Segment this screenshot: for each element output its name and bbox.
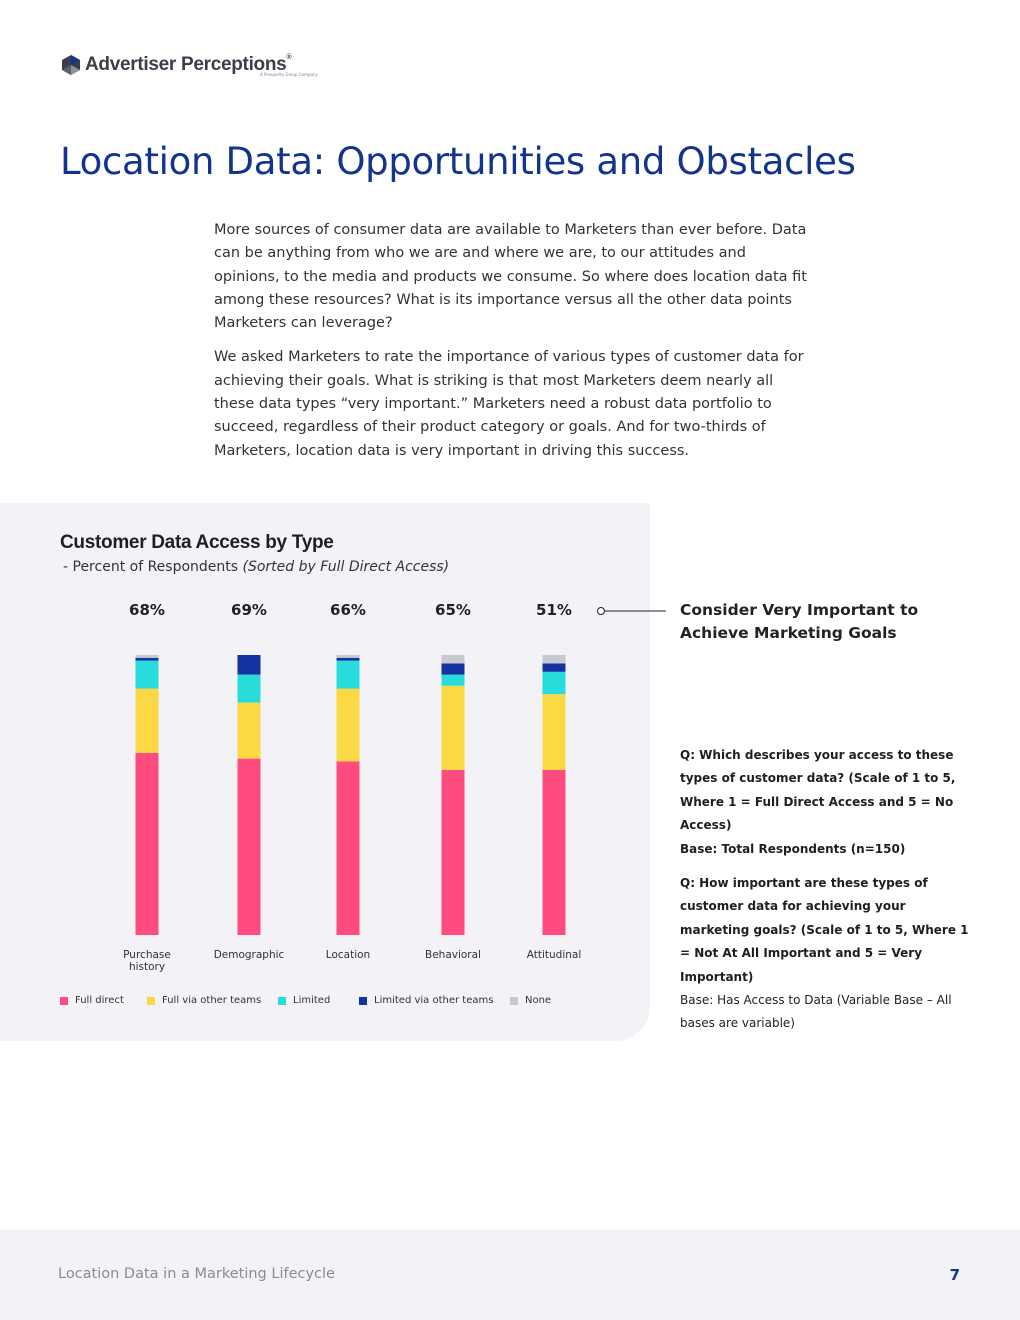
- logo: [60, 54, 318, 77]
- bar-segment-full-via-other-teams: [337, 689, 360, 762]
- base-access: Base: Total Respondents (n=150): [680, 841, 906, 856]
- question-importance: Q: How important are these types of customer data for achieving your marketing goals? (Scale of 1 to 5, Where 1 = Not At All Important and 5 = Very Important): [680, 876, 969, 984]
- callout-text: Consider Very Important to Achieve Marketing Goals: [680, 601, 919, 642]
- legend-label: None: [525, 995, 552, 1006]
- bar-segment-full-via-other-teams: [543, 694, 566, 770]
- legend-swatch: [147, 997, 155, 1005]
- bar-top-label: 51%: [536, 601, 572, 619]
- bar-segment-limited: [238, 675, 261, 703]
- bar-segment-full-via-other-teams: [238, 703, 261, 759]
- legend-item-none: [510, 995, 570, 1006]
- bar-segment-full-direct: [136, 753, 159, 935]
- category-label: Behavioral: [425, 949, 481, 961]
- logo-tagline: A Prosperity Group Company: [260, 72, 318, 77]
- bar-segment-limited: [543, 672, 566, 694]
- bar-segment-none: [337, 655, 360, 658]
- bar-segment-limited: [136, 661, 159, 689]
- category-label: Location: [325, 949, 371, 961]
- legend-label: Full via other teams: [162, 995, 262, 1006]
- legend-swatch: [60, 997, 68, 1005]
- intro-paragraph: More sources of consumer data are available to Marketers than ever before. Data can be anything from who we are and where we are, to our attitudes and opinions, to the media and products we consume. So where does location data fit among these resources? What is its importance versus all the other data points Marketers can leverage?: [214, 222, 807, 332]
- legend-item-full-direct: [60, 995, 147, 1006]
- bar-segment-full-direct: [442, 770, 465, 935]
- footer: [0, 1230, 1020, 1320]
- bar-top-label: 66%: [330, 601, 366, 619]
- category-label: Purchase: [123, 949, 171, 961]
- bar-segment-full-via-other-teams: [136, 689, 159, 753]
- chart-title: Customer Data Access by Type: [60, 532, 334, 553]
- bar-segment-none: [543, 655, 566, 663]
- footer-title: Location Data in a Marketing Lifecycle: [58, 1266, 335, 1282]
- bar-segment-limited-via-other-teams: [136, 658, 159, 661]
- bar-segment-limited-via-other-teams: [543, 663, 566, 671]
- base-importance: Base: Has Access to Data (Variable Base – All bases are variable): [680, 993, 952, 1031]
- bar-top-label: 68%: [129, 601, 165, 619]
- question-access: Q: Which describes your access to these types of customer data? (Scale of 1 to 5, Where 1 = Full Direct Access and 5 = No Access): [680, 748, 956, 833]
- page-title: Location Data: Opportunities and Obstacles: [60, 140, 856, 183]
- bar-segment-full-direct: [337, 761, 360, 935]
- bar-segment-none: [442, 655, 465, 663]
- chart-subtitle: - Percent of Respondents (Sorted by Full Direct Access): [63, 559, 450, 575]
- bar-top-label: 69%: [231, 601, 267, 619]
- legend-swatch: [359, 997, 367, 1005]
- survey-notes: [680, 744, 975, 1036]
- page-number: 7: [949, 1266, 960, 1284]
- legend-swatch: [510, 997, 518, 1005]
- bar-segment-none: [136, 655, 159, 658]
- bar-segment-limited-via-other-teams: [337, 658, 360, 661]
- bar-segment-full-direct: [543, 770, 566, 935]
- bar-segment-limited-via-other-teams: [442, 663, 465, 674]
- legend-label: Full direct: [75, 995, 124, 1006]
- logo-wordmark: Advertiser Perceptions®: [85, 54, 292, 75]
- chart-legend: [60, 995, 570, 1006]
- legend-label: Limited via other teams: [374, 995, 494, 1006]
- bar-segment-full-via-other-teams: [442, 686, 465, 770]
- bar-segment-limited: [337, 661, 360, 689]
- legend-item-limited-via-other-teams: [359, 995, 510, 1006]
- logo-hexagon-icon: [60, 54, 82, 76]
- stacked-bar-chart: [0, 590, 650, 1010]
- bar-segment-limited-via-other-teams: [238, 655, 261, 675]
- legend-label: Limited: [293, 995, 331, 1006]
- bar-segment-full-direct: [238, 759, 261, 935]
- legend-item-limited: [278, 995, 359, 1006]
- bar-segment-limited: [442, 675, 465, 686]
- intro-paragraph: We asked Marketers to rate the importance of various types of customer data for achieving their goals. What is striking is that most Marketers deem nearly all these data types “very important.” Marketers need a robust data portfolio to succeed, regardless of their product category or goals. And for two-thirds of Marketers, location data is very important in driving this success.: [214, 349, 804, 459]
- legend-swatch: [278, 997, 286, 1005]
- category-label: history: [128, 961, 166, 973]
- category-label: Attitudinal: [526, 949, 582, 961]
- intro-text: [214, 219, 814, 474]
- legend-item-full-via-other-teams: [147, 995, 278, 1006]
- category-label: Demographic: [213, 949, 285, 961]
- bar-top-label: 65%: [435, 601, 471, 619]
- callout-dot: [598, 608, 605, 615]
